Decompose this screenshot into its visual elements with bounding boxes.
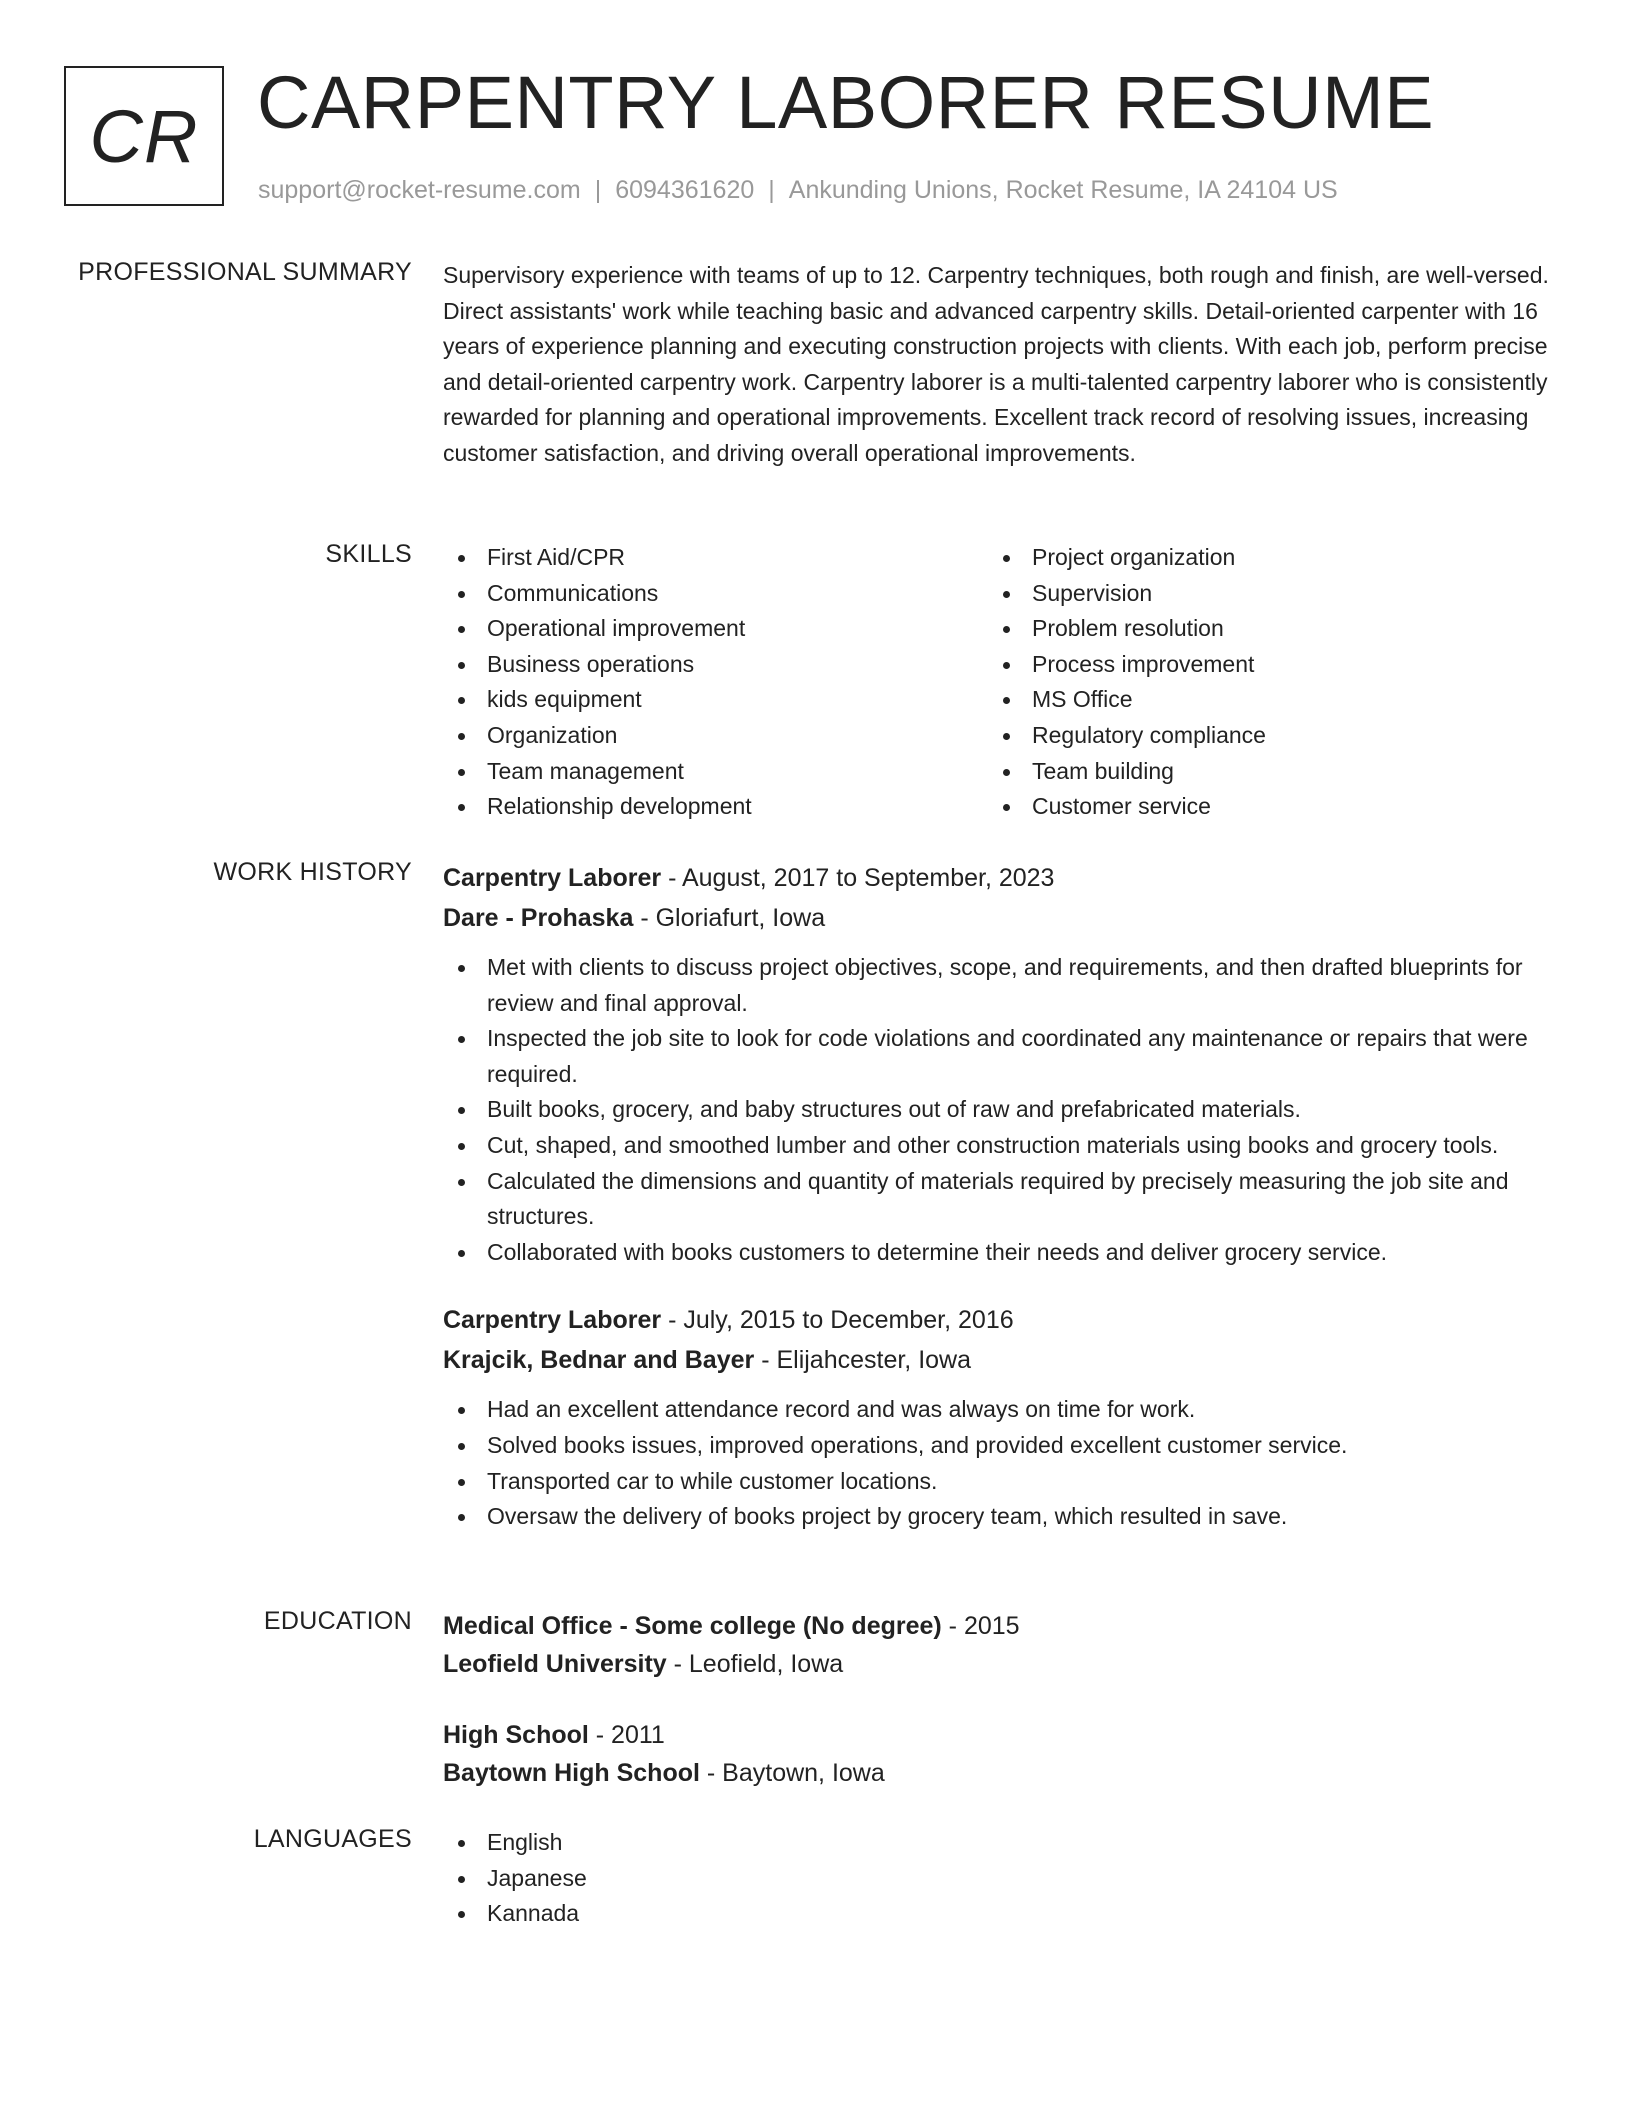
skills-list-right	[988, 540, 1533, 825]
job-bullets	[443, 1392, 1553, 1534]
skill-item: Customer service	[988, 789, 1533, 825]
skill-item: Communications	[443, 576, 988, 612]
education-school: Baytown High School	[443, 1759, 700, 1787]
job-company: Dare - Prohaska	[443, 904, 634, 932]
job-location: - Elijahcester, Iowa	[754, 1346, 972, 1375]
skill-item: Process improvement	[988, 647, 1533, 683]
job-title-line	[443, 858, 1553, 898]
education-degree: High School	[443, 1721, 589, 1749]
languages-body	[443, 1825, 1553, 1932]
language-item: Japanese	[443, 1861, 1553, 1897]
education-year: - 2011	[588, 1721, 665, 1749]
job-bullet: Transported car to while customer locations.	[443, 1464, 1553, 1500]
job-bullet: Cut, shaped, and smoothed lumber and other construction materials using books and grocery tools.	[443, 1128, 1553, 1164]
education-location: - Baytown, Iowa	[699, 1759, 885, 1787]
language-item: English	[443, 1825, 1553, 1861]
job-title-line	[443, 1300, 1553, 1340]
skill-item: Operational improvement	[443, 611, 988, 647]
skill-item: Supervision	[988, 576, 1533, 612]
job-company-line	[443, 898, 1553, 938]
education-degree-line	[443, 1607, 1553, 1645]
skill-item: First Aid/CPR	[443, 540, 988, 576]
summary-body	[443, 258, 1553, 471]
contact-phone: 6094361620	[615, 176, 755, 204]
skills-list-left	[443, 540, 988, 825]
monogram-badge: CR	[64, 66, 224, 206]
skill-item: Organization	[443, 718, 988, 754]
job-company: Krajcik, Bednar and Bayer	[443, 1346, 755, 1375]
job-dates: - July, 2015 to December, 2016	[661, 1306, 1014, 1335]
contact-address: Ankunding Unions, Rocket Resume, IA 24104 US	[788, 176, 1338, 204]
skill-item: MS Office	[988, 682, 1533, 718]
contact-separator: |	[594, 176, 602, 204]
skill-item: Relationship development	[443, 789, 988, 825]
work-history-body	[443, 858, 1553, 1535]
job-entry	[443, 858, 1553, 1270]
skill-item: Project organization	[988, 540, 1533, 576]
education-school-line	[443, 1754, 1553, 1792]
summary-text: Supervisory experience with teams of up to 12. Carpentry techniques, both rough and finish, are well-versed. Direct assistants' work while teaching basic and advanced carpentry skills. Detail-oriented carpenter with 16 years of experience planning and executing construction projects with clients. With each job, perform precise and detail-oriented carpentry work. Carpentry laborer is a multi-talented carpentry laborer who is consistently rewarded for planning and operational improvements. Excellent track record of resolving issues, increasing customer satisfaction, and driving overall operational improvements.	[443, 262, 1549, 466]
skill-item: Regulatory compliance	[988, 718, 1533, 754]
section-label-skills: SKILLS	[325, 540, 412, 568]
job-bullet: Collaborated with books customers to determine their needs and deliver grocery service.	[443, 1235, 1553, 1271]
contact-separator: |	[768, 176, 775, 204]
contact-email: support@rocket-resume.com	[258, 176, 581, 204]
education-degree-line	[443, 1716, 1553, 1754]
section-label-languages: LANGUAGES	[253, 1825, 412, 1853]
education-year: - 2015	[941, 1612, 1020, 1640]
job-location: - Gloriafurt, Iowa	[633, 904, 826, 932]
education-entry	[443, 1607, 1553, 1683]
education-school: Leofield University	[443, 1650, 667, 1678]
job-bullet: Had an excellent attendance record and was always on time for work.	[443, 1392, 1553, 1428]
section-label-education: EDUCATION	[263, 1607, 412, 1635]
contact-line	[258, 172, 1338, 208]
skills-body	[443, 540, 1553, 825]
job-company-line	[443, 1340, 1553, 1380]
job-bullet: Met with clients to discuss project objectives, scope, and requirements, and then drafted blueprints for review and final approval.	[443, 950, 1553, 1021]
education-location: - Leofield, Iowa	[666, 1650, 844, 1678]
job-title: Carpentry Laborer	[443, 864, 662, 892]
education-degree: Medical Office - Some college (No degree)	[443, 1612, 942, 1640]
job-bullet: Inspected the job site to look for code violations and coordinated any maintenance or repairs that were required.	[443, 1021, 1553, 1092]
section-label-summary: PROFESSIONAL SUMMARY	[78, 258, 412, 286]
education-school-line	[443, 1645, 1553, 1683]
section-label-work-history: WORK HISTORY	[213, 858, 412, 886]
job-title: Carpentry Laborer	[443, 1306, 662, 1335]
languages-list	[443, 1825, 1553, 1932]
skill-item: Business operations	[443, 647, 988, 683]
job-bullet: Oversaw the delivery of books project by grocery team, which resulted in save.	[443, 1499, 1553, 1535]
job-dates: - August, 2017 to September, 2023	[661, 864, 1055, 892]
language-item: Kannada	[443, 1896, 1553, 1932]
job-bullet: Built books, grocery, and baby structures out of raw and prefabricated materials.	[443, 1092, 1553, 1128]
page-title: CARPENTRY LABORER RESUME	[257, 61, 1435, 144]
skill-item: Problem resolution	[988, 611, 1533, 647]
education-body	[443, 1607, 1553, 1792]
skill-item: Team management	[443, 754, 988, 790]
job-entry	[443, 1300, 1553, 1534]
job-bullet: Calculated the dimensions and quantity of materials required by precisely measuring the job site and structures.	[443, 1164, 1553, 1235]
skill-item: kids equipment	[443, 682, 988, 718]
education-entry	[443, 1716, 1553, 1792]
job-bullet: Solved books issues, improved operations, and provided excellent customer service.	[443, 1428, 1553, 1464]
job-bullets	[443, 950, 1553, 1270]
skill-item: Team building	[988, 754, 1533, 790]
